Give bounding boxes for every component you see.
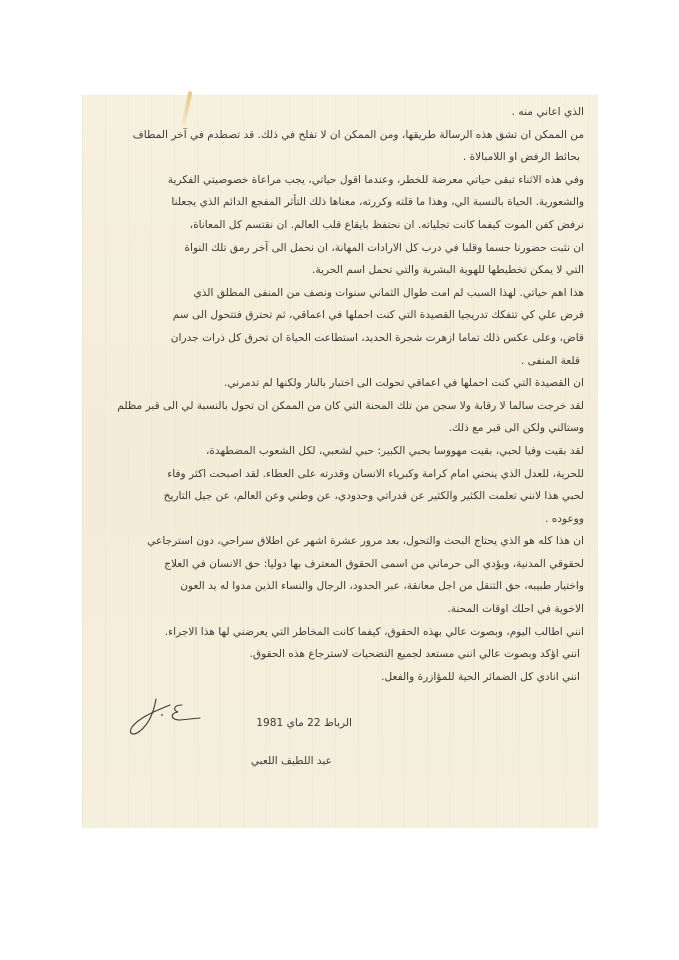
letter-line: فرض علي كي تتفكك تدريجيا القصيدة التي كنت احملها في اعماقي، ثم تحترق فتتحول الى سم bbox=[172, 309, 584, 322]
letter-line: والشعورية. الحياة بالنسبة الي، وهذا ما قلته وكررته، معناها ذلك التأثر المفجع الدائم الذي يجعلنا bbox=[171, 196, 584, 209]
letter-line: ان هذا كله هو الذي يحتاج البحث والتحول، بعد مرور عشرة اشهر عن اطلاق سراحي، دون استرجاعي bbox=[147, 535, 584, 548]
letter-line: هذا اهم حياتي. لهذا السبب لم امت طوال الثماني سنوات ونصف من المنفى المطلق الذي bbox=[193, 286, 584, 299]
letter-line: ان نثبت حضورنا جسما وقلبا في درب كل الارادات المهانة، ان نحمل الى آخر رمق تلك النواة bbox=[184, 241, 584, 254]
letter-line: انني اطالب اليوم، وبصوت عالي بهذه الحقوق، كيفما كانت المخاطر التي يعرضني لها هذا الاجراء. bbox=[164, 625, 584, 638]
letter-line: بحائط الرفض او اللامبالاة . bbox=[462, 151, 580, 164]
signatory-name: عبد اللطيف اللعبي bbox=[250, 755, 332, 767]
letter-line: الذي اعاني منه . bbox=[511, 106, 584, 118]
letter-line: للحرية، للعدل الذي ينحني امام كرامة وكبرياء الانسان وقدرته على العطاء. لقد اصبحت اكثر وفاء bbox=[167, 467, 584, 480]
letter-line: ان القصيدة التي كنت احملها في اعماقي تحولت الى اختبار بالنار ولكنها لم تدمرني. bbox=[223, 377, 584, 390]
letter-line: نرفض كفن الموت كيفما كانت تجلياته. ان نحتفظ بايقاع قلب العالم. ان نقتسم كل المعاناة، bbox=[189, 218, 584, 231]
letter-line: ووعوده . bbox=[544, 512, 584, 525]
letter-line: وستالني ولكن الى قبر مع ذلك. bbox=[448, 422, 584, 435]
place-date: الرباط 22 ماي 1981 bbox=[256, 717, 352, 729]
letter-line: واختيار طبيبه، حق التنقل من اجل معانقة، عبر الحدود، الرجال والنساء الذين مدوا له يد العون bbox=[180, 580, 584, 593]
letter-line: من الممكن ان تشق هذه الرسالة طريقها، ومن الممكن ان لا تفلح في ذلك. قد تصطدم في آخر المطاف bbox=[132, 128, 584, 141]
letter-line: التي لا يمكن تخطيطها للهوية البشرية والتي تحمل اسم الحرية. bbox=[312, 264, 584, 277]
letter-line: لقد خرجت سالما لا رقابة ولا سجن من تلك المحنة التي كان من الممكن ان تحول بالنسبة لي الى قبر مظلم bbox=[117, 399, 584, 412]
letter-line: قلعة المنفى . bbox=[520, 354, 580, 367]
letter-line: وفي هذه الاثناء تبقى حياتي معرضة للخطر، وعندما اقول حياتي، يجب مراعاة خصوصيتي الفكرية bbox=[167, 173, 584, 186]
letter-line: قاض، وعلى عكس ذلك تماما ازهرت شجرة الحديد، استطاعت الحياة ان تحرق كل ذرات جدران bbox=[170, 331, 584, 344]
signature-icon bbox=[126, 693, 216, 738]
letter-line: انني اؤكد وبصوت عالي انني مستعد لجميع التضحيات لاسترجاع هذه الحقوق. bbox=[249, 648, 580, 661]
letter-line: لحبي هذا لانني تعلمت الكثير والكثير عن قدراتي وحدودي، عن وطني وعن العالم، عن جيل التاريخ bbox=[163, 490, 584, 503]
letter-line: الاخوية في احلك اوقات المحنة. bbox=[447, 603, 584, 616]
letter-line: انني انادي كل الضمائر الحية للمؤازرة والفعل. bbox=[381, 670, 580, 683]
letter-body bbox=[94, 101, 584, 688]
letter-line: لقد بقيت وفيا لحبي، بقيت مهووسا بحبي الكبير: حبي لشعبي، لكل الشعوب المضطهدة، bbox=[205, 444, 584, 457]
letter-line: لحقوقي المدنية، ويؤدي الى حرماني من اسمى الحقوق المعترف بها دوليا: حق الانسان في العلاج bbox=[164, 557, 584, 570]
